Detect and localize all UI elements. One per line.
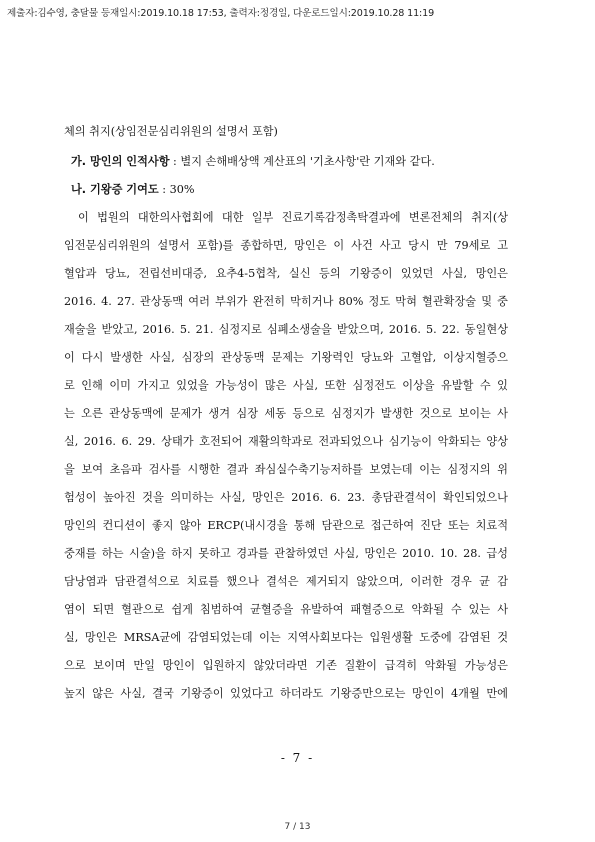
paragraph-line: 실, 망인은 MRSA균에 감염되었는데 이는 지역사회보다는 입원생활 도중에 감염된 것	[64, 631, 508, 644]
submission-header: 제출자:김수영, 충달물 등재일시:2019.10.18 17:53, 출력자:정경일, 다운로드일시:2019.10.28 11:19	[7, 8, 435, 19]
paragraph-line: 실, 2016. 6. 29. 상태가 호전되어 재활의학과로 전과되었으나 심기능이 악화되는 양상	[64, 435, 508, 448]
intro-line: 체의 취지(상임전문심리위원의 설명서 포함)	[64, 125, 278, 138]
item-ga-text: : 별지 손해배상액 계산표의 '기초사항'란 기재와 같다.	[169, 155, 435, 168]
paragraph-line: 험성이 높아진 것을 의미하는 사실, 망인은 2016. 6. 23. 총담관결석이 확인되었으나	[64, 491, 508, 504]
page-number: - 7 -	[280, 751, 315, 765]
paragraph-line: 재술을 받았고, 2016. 5. 21. 심정지로 심폐소생술을 받았으며, 2016. 5. 22. 동일현상	[64, 323, 508, 336]
paragraph-line: 염이 되면 혈관으로 쉽게 침범하여 균혈증을 유발하여 패혈증으로 악화될 수 있는 사	[64, 603, 508, 616]
paragraph-line: 중재를 하는 시술)을 하지 못하고 경과를 관찰하였던 사실, 망인은 2010. 10. 28. 급성	[64, 547, 508, 560]
paragraph-line: 2016. 4. 27. 관상동맥 여러 부위가 완전히 막히거나 80% 정도 막혀 혈관확장술 및 중	[64, 295, 508, 308]
paragraph-line: 망인의 컨디션이 좋지 않아 ERCP(내시경을 통해 담관으로 접근하여 진단 또는 치료적	[64, 519, 508, 532]
paragraph-line: 이 다시 발생한 사실, 심장의 관상동맥 문제는 기왕력인 당뇨와 고혈압, 이상지혈증으	[64, 351, 508, 364]
paragraph-line: 높지 않은 사실, 결국 기왕증이 있었다고 하더라도 기왕증만으로는 망인이 4개월 만에	[64, 687, 508, 700]
item-na-label: 나. 기왕증 기여도	[71, 183, 159, 196]
paragraph-line: 로 인해 이미 가지고 있었을 가능성이 많은 사실, 또한 심정전도 이상을 유발할 수 있	[64, 379, 508, 392]
paragraph-line: 이 법원의 대한의사협회에 대한 일부 진료기록감정촉탁결과에 변론전체의 취지(상	[78, 211, 508, 224]
paragraph-line: 임전문심리위원의 설명서 포함)를 종합하면, 망인은 이 사건 사고 당시 만 79세로 고	[64, 239, 508, 252]
paragraph-line: 는 오른 관상동맥에 문제가 생겨 심장 세동 등으로 심정지가 발생한 것으로 보이는 사	[64, 407, 508, 420]
pagination-footer: 7 / 13	[284, 822, 311, 832]
item-na	[71, 183, 194, 197]
item-na-text: : 30%	[158, 183, 195, 196]
paragraph-line: 혈압과 당뇨, 전립선비대증, 요추4-5협착, 실신 등의 기왕증이 있었던 사실, 망인은	[64, 267, 508, 280]
paragraph-line: 을 보여 초음파 검사를 시행한 결과 좌심실수축기능저하를 보였는데 이는 심정지의 위	[64, 463, 508, 476]
paragraph-line: 으로 보이며 만일 망인이 입원하지 않았더라면 기존 질환이 급격히 악화될 가능성은	[64, 659, 508, 672]
item-ga	[71, 155, 435, 169]
item-ga-label: 가. 망인의 인적사항	[71, 155, 170, 168]
paragraph-line: 담낭염과 담관결석으로 치료를 했으나 결석은 제거되지 않았으며, 이러한 경우 균 감	[64, 575, 508, 588]
